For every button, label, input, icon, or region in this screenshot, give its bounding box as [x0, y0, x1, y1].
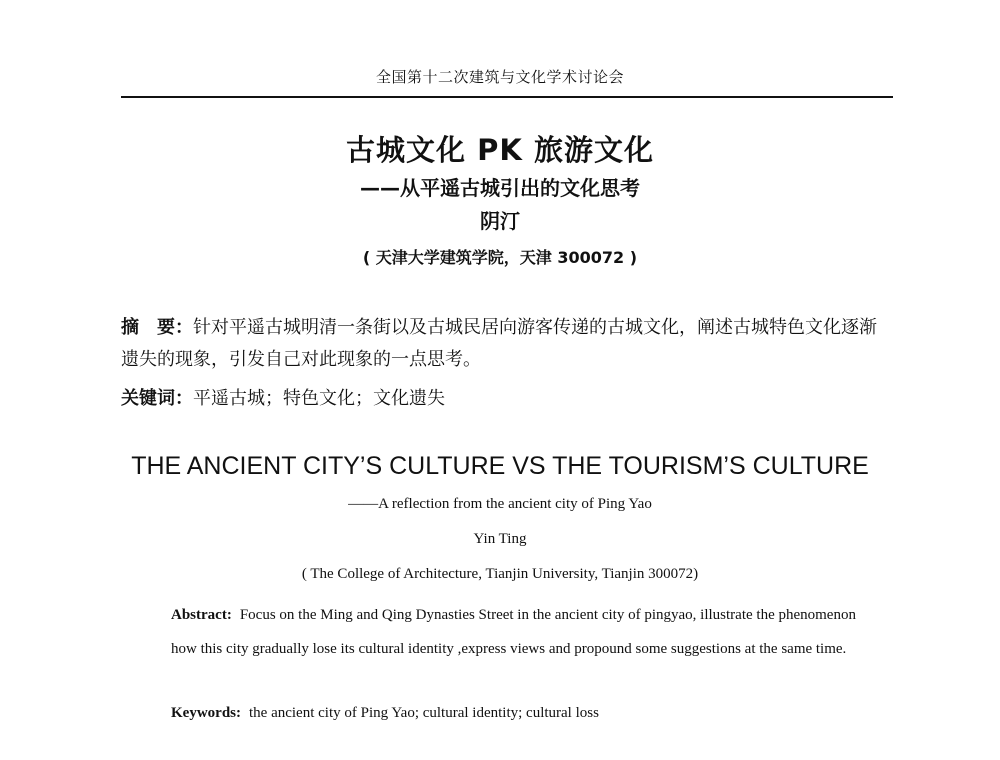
- chinese-keywords-label: 关键词：: [121, 388, 193, 409]
- english-keywords-label: Keywords:: [171, 705, 241, 721]
- chinese-abstract: [121, 312, 891, 376]
- english-affiliation: ( The College of Architecture, Tianjin University, Tianjin 300072): [301, 566, 699, 582]
- header-rule: [121, 96, 893, 98]
- english-keywords-text: the ancient city of Ping Yao; cultural identity; cultural loss: [249, 705, 599, 721]
- chinese-subtitle: ——从平遥古城引出的文化思考: [360, 176, 640, 200]
- english-subtitle: ——A reflection from the ancient city of Ping Yao: [348, 496, 652, 512]
- chinese-keywords: [121, 384, 445, 410]
- chinese-affiliation: ( 天津大学建筑学院，天津 300072 ): [362, 248, 638, 267]
- english-author: Yin Ting: [473, 531, 527, 547]
- chinese-title: 古城文化 PK 旅游文化: [346, 133, 654, 167]
- english-abstract-label: Abstract:: [171, 607, 232, 623]
- english-abstract: [171, 598, 871, 666]
- chinese-abstract-text: 针对平遥古城明清一条街以及古城民居向游客传递的古城文化，阐述古城特色文化逐渐遗失的现象，引发自己对此现象的一点思考。: [121, 317, 877, 370]
- english-abstract-text: Focus on the Ming and Qing Dynasties Street in the ancient city of pingyao, illustrate the phenomenon how this city gradually lose its cultural identity ,express views and propound some suggestions at the same time.: [171, 607, 856, 657]
- conference-header: 全国第十二次建筑与文化学术讨论会: [375, 68, 624, 86]
- english-keywords: [171, 705, 599, 722]
- chinese-author: 阴汀: [480, 209, 520, 233]
- english-title: THE ANCIENT CITY’S CULTURE VS THE TOURISM’S CULTURE: [131, 452, 869, 480]
- chinese-keywords-text: 平遥古城；特色文化；文化遗失: [193, 388, 445, 409]
- chinese-abstract-label: 摘 要：: [121, 317, 193, 338]
